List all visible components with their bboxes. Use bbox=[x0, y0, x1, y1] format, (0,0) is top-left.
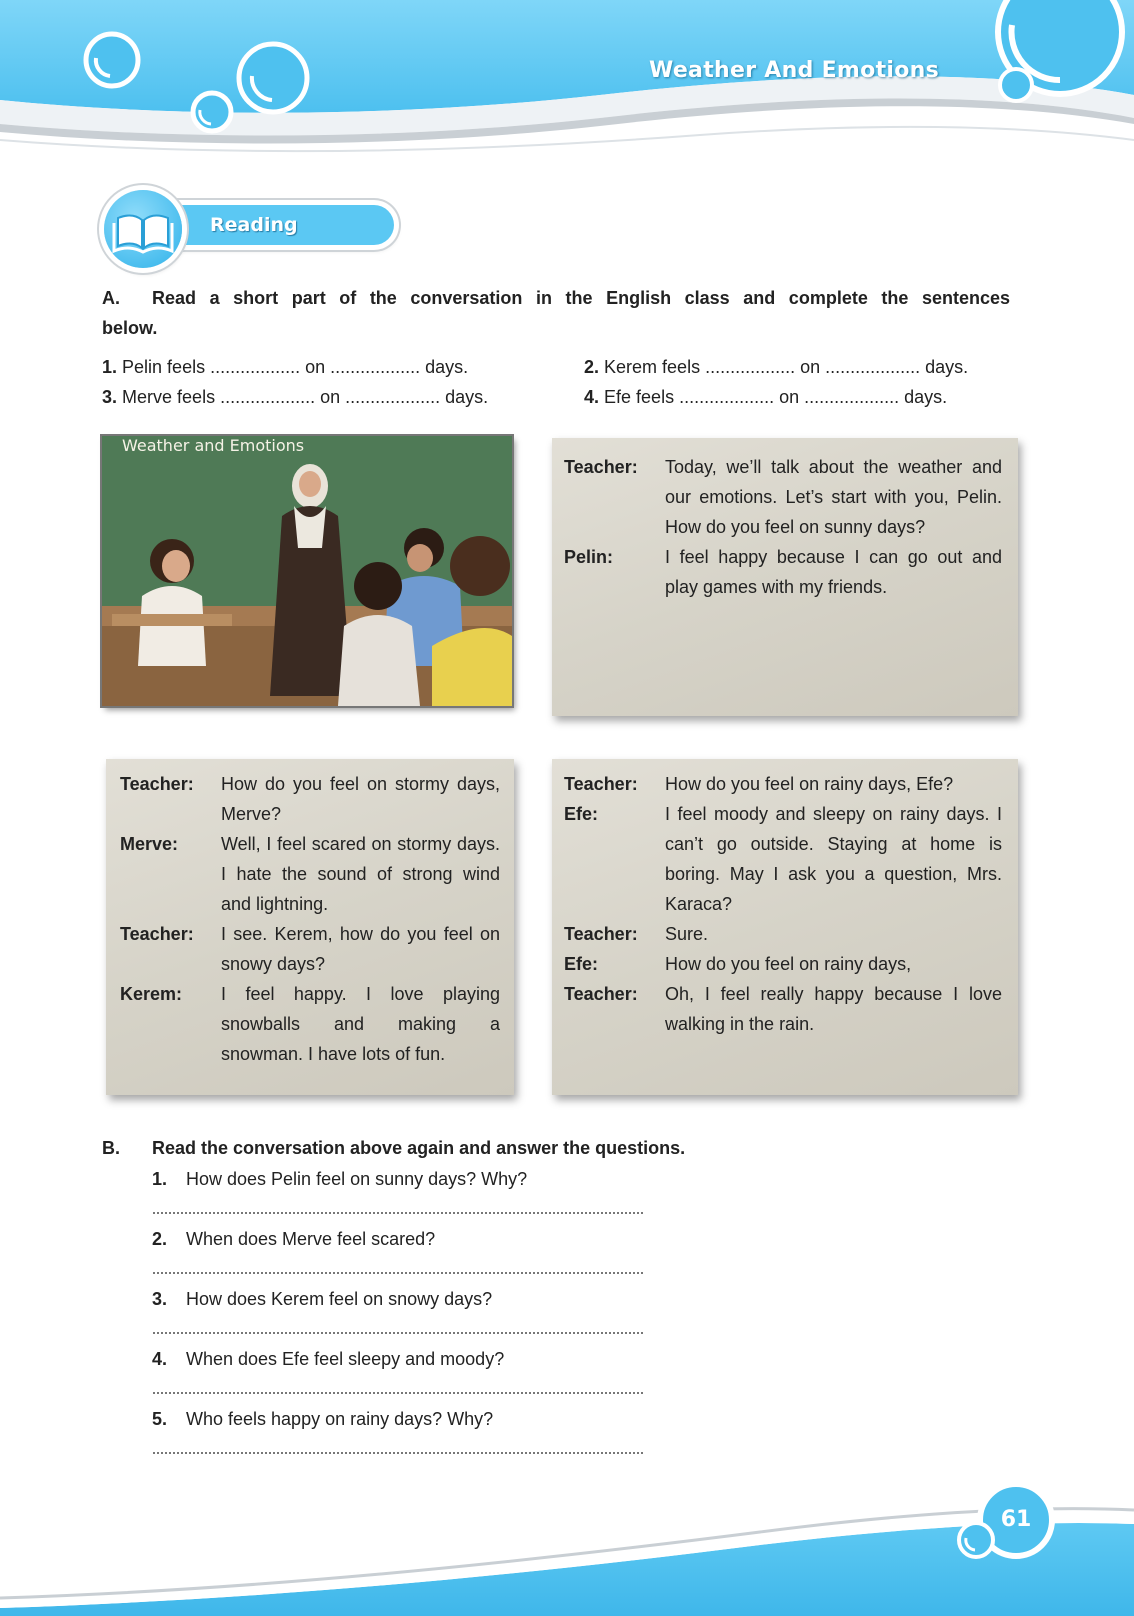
question-1: 1. How does Pelin feel on sunny days? Why? bbox=[152, 1169, 528, 1189]
dialogue-line: Efe: How do you feel on rainy days, bbox=[564, 954, 912, 974]
fill-sentence-1: 1. Pelin feels .................. on .................. days. bbox=[102, 357, 469, 377]
dialogue-line: Teacher: Today, we’ll talk about the weather and our emotions. Let’s start with you, Pelin. How do you feel on sunny days? bbox=[564, 457, 1002, 537]
bubble-icon bbox=[1000, 69, 1032, 101]
classroom-photo bbox=[102, 436, 512, 706]
dialogue-line: Teacher: How do you feel on stormy days, Merve? bbox=[120, 774, 500, 824]
header-wave-decoration bbox=[0, 0, 1134, 175]
bubble-icon bbox=[86, 34, 138, 86]
answer-line-4[interactable] bbox=[152, 1392, 644, 1394]
answer-line-1[interactable] bbox=[152, 1212, 644, 1214]
dialogue-line: Teacher: Oh, I feel really happy because I love walking in the rain. bbox=[564, 984, 1002, 1034]
fill-sentence-3: 3. Merve feels ................... on ................... days. bbox=[102, 387, 489, 407]
dialogue-line: Kerem: I feel happy. I love playing snowballs and making a snowman. I have lots of fun. bbox=[120, 984, 500, 1064]
dialogue-card-1 bbox=[552, 438, 1018, 716]
question-3: 3. How does Kerem feel on snowy days? bbox=[152, 1289, 493, 1309]
dialogue-line: Pelin: I feel happy because I can go out and play games with my friends. bbox=[564, 547, 1002, 597]
section-b-instruction: B. Read the conversation above again and answer the questions. bbox=[102, 1133, 685, 1163]
question-4: 4. When does Efe feel sleepy and moody? bbox=[152, 1349, 505, 1369]
question-5: 5. Who feels happy on rainy days? Why? bbox=[152, 1409, 494, 1429]
fill-sentence-2: 2. Kerem feels .................. on ................... days. bbox=[584, 357, 969, 377]
question-2: 2. When does Merve feel scared? bbox=[152, 1229, 436, 1249]
open-book-icon bbox=[104, 190, 182, 268]
answer-line-3[interactable] bbox=[152, 1332, 644, 1334]
dialogue-line: Merve: Well, I feel scared on stormy days. I hate the sound of strong wind and lightning. bbox=[120, 834, 500, 914]
section-a-letter: A. bbox=[102, 288, 120, 308]
answer-line-5[interactable] bbox=[152, 1452, 644, 1454]
dialogue-card-3 bbox=[552, 759, 1018, 1095]
page-number: 61 bbox=[1000, 1507, 1032, 1532]
answer-line-2[interactable] bbox=[152, 1272, 644, 1274]
dialogue-line: Teacher: I see. Kerem, how do you feel on snowy days? bbox=[120, 924, 500, 974]
dialogue-card-2 bbox=[106, 759, 514, 1095]
section-b-letter: B. bbox=[102, 1138, 120, 1158]
dialogue-line: Teacher: How do you feel on rainy days, Efe? bbox=[564, 774, 954, 794]
dialogue-line: Teacher: Sure. bbox=[564, 924, 709, 944]
reading-label: Reading bbox=[210, 214, 298, 236]
fill-sentence-4: 4. Efe feels ................... on ................... days. bbox=[584, 387, 948, 407]
section-a-instruction: A. Read a short part of the conversation in the English class and complete the sentences bbox=[102, 283, 1010, 313]
footer-wave-decoration bbox=[0, 1470, 1134, 1616]
chalkboard-text: Weather and Emotions bbox=[122, 436, 305, 455]
chapter-title: Weather And Emotions bbox=[649, 58, 939, 83]
dialogue-line: Efe: I feel moody and sleepy on rainy days. I can’t go outside. Staying at home is boring. May I ask you a question, Mrs. Karaca? bbox=[564, 804, 1002, 914]
bubble-icon bbox=[193, 93, 231, 131]
section-a-instruction-end: below. bbox=[102, 318, 158, 338]
reading-section-badge bbox=[150, 205, 394, 245]
bubble-icon bbox=[239, 44, 307, 112]
